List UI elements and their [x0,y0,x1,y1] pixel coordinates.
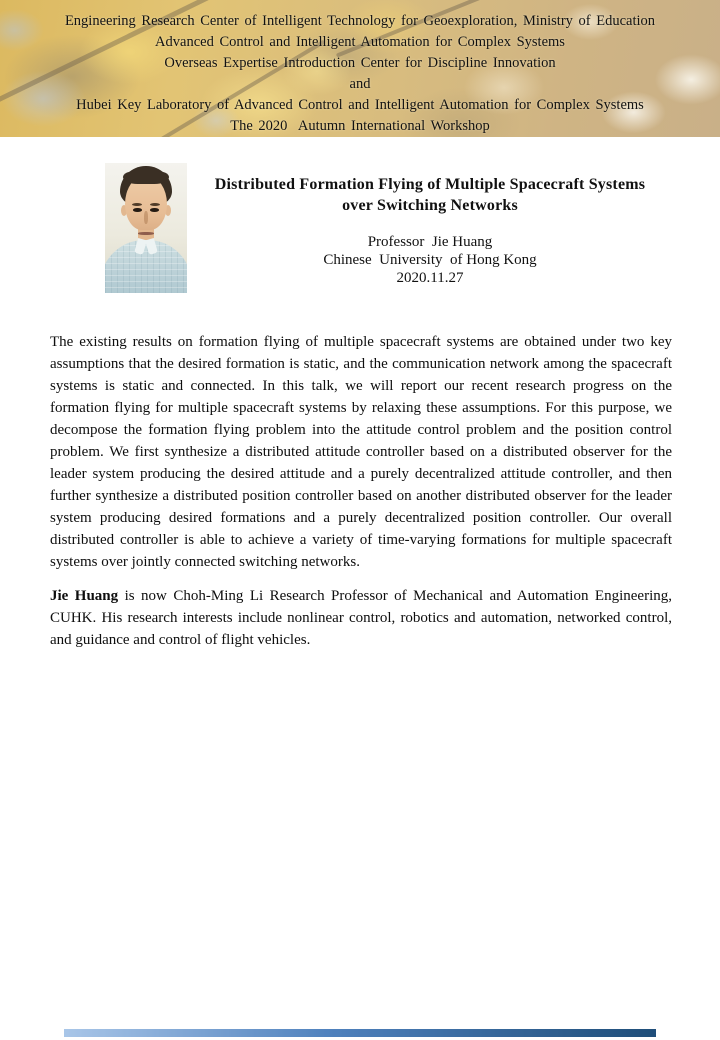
header-banner [0,0,720,137]
photo-eyebrow [132,203,142,206]
header-line-2: Advanced Control and Intelligent Automation for Complex Systems [155,34,565,50]
header-line-6: The 2020 Autumn International Workshop [230,118,490,134]
bio-paragraph [50,585,672,651]
talk-date: 2020.11.27 [396,270,464,286]
header-line-1: Engineering Research Center of Intelligent Technology for Geoexploration, Ministry of Education [64,13,656,29]
photo-nose [144,211,148,224]
speaker-block [180,233,680,287]
photo-mouth [138,232,154,235]
photo-shirt [105,240,187,293]
body-text [50,331,672,651]
photo-hairline [123,171,169,184]
photo-eye [133,208,142,212]
header-line-3: Overseas Expertise Introduction Center for Discipline Innovation [164,55,556,71]
speaker-photo [105,163,187,293]
photo-eyebrow [150,203,160,206]
header-text-block [0,11,720,137]
bio-speaker-name: Jie Huang [50,588,119,604]
header-line-4: and [349,76,371,92]
talk-title-line-1: Distributed Formation Flying of Multiple Spacecraft Systems [214,176,646,193]
bio-text: is now Choh-Ming Li Research Professor of Mechanical and Automation Engineering, CUHK. His research interests include nonlinear control, robotics and automation, networked control, and guidance and control of flight vehicles. [50,588,672,648]
footer-accent-bar [64,1029,656,1037]
abstract-paragraph: The existing results on formation flying of multiple spacecraft systems are obtained under two key assumptions that the desired formation is static, and the communication network among the spacecraft systems is static and connected. In this talk, we will report our recent research progress on the formation flying for multiple spacecraft systems by relaxing these assumptions. For this purpose, we decompose the formation flying problem into the attitude control problem and the position control problem. We first synthesize a distributed attitude controller based on a distributed observer for the leader system producing the desired attitude and a purely decentralized attitude controller, and then further synthesize a distributed position controller based on another distributed observer for the leader system producing desired formations and a purely decentralized position controller. Our overall distributed controller is able to achieve a variety of time-varying formations for multiple spacecraft systems over jointly connected switching networks. [50,334,672,570]
title-block [180,174,680,287]
talk-title-line-2: over Switching Networks [342,197,518,214]
speaker-name: Professor Jie Huang [367,234,493,250]
photo-eye [150,208,159,212]
speaker-affiliation: Chinese University of Hong Kong [323,252,537,268]
header-line-5: Hubei Key Laboratory of Advanced Control and Intelligent Automation for Complex Systems [76,97,644,113]
